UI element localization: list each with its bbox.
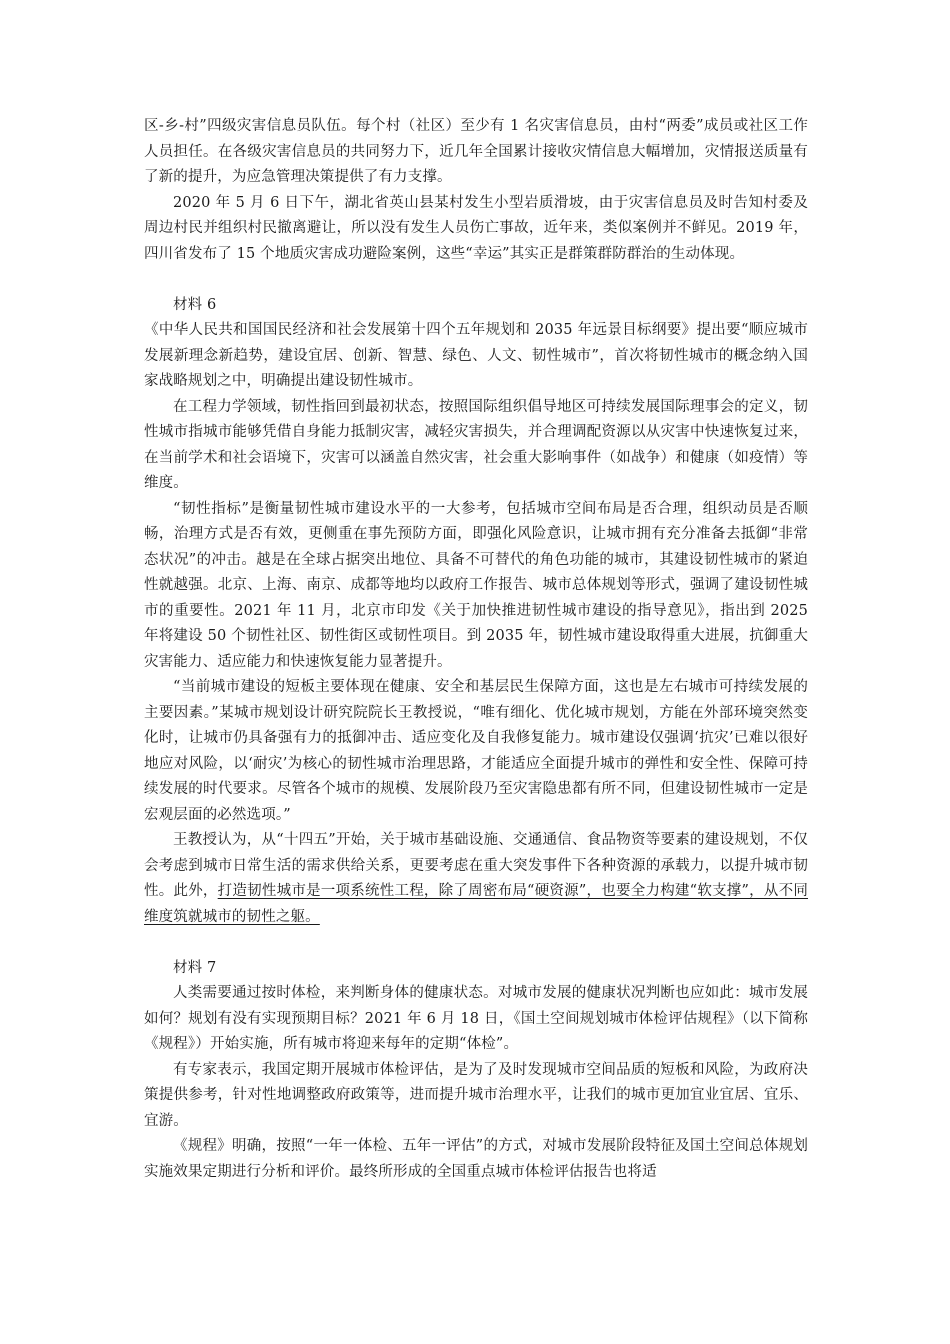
m7-paragraph-regulation: 《规程》明确，按照“一年一体检、五年一评估”的方式，对城市发展阶段特征及国土空间总体规划实施效果定期进行分析和评价。最终所形成的全国重点城市体检评估报告也将适 (144, 1138, 808, 1180)
paragraph-landslide-case: 2020 年 5 月 6 日下午，湖北省英山县某村发生小型岩质滑坡，由于灾害信息员及时告知村委及周边村民并组织村民撤离避让，所以没有发生人员伤亡事故，近年来，类似案例并不鲜见。2019 年，四川省发布了 15 个地质灾害成功避险案例，这些“幸运”其实正是群策群防群治的生动体现。 (144, 194, 808, 262)
document-body (144, 114, 808, 1185)
paragraph-continued: 区-乡-村”四级灾害信息员队伍。每个村（社区）至少有 1 名灾害信息员，由村“两委”成员或社区工作人员担任。在各级灾害信息员的共同努力下，近几年全国累计接收灾情信息大幅增加，灾情报送质量有了新的提升，为应急管理决策提供了有力支撑。 (144, 118, 808, 185)
m7-paragraph-expert: 有专家表示，我国定期开展城市体检评估，是为了及时发现城市空间品质的短板和风险，为政府决策提供参考，针对性地调整政府政策等，进而提升城市治理水平，让我们的城市更加宜业宜居、宜乐、宜游。 (144, 1061, 808, 1129)
m6-paragraph-professor-view (144, 828, 808, 930)
m6-paragraph-quote: “当前城市建设的短板主要体现在健康、安全和基层民生保障方面，这也是左右城市可持续发展的主要因素。”某城市规划设计研究院院长王教授说，“唯有细化、优化城市规划，方能在外部环境突然变化时，让城市仍具备强有力的抵御冲击、适应变化及自我修复能力。城市建设仅强调‘抗灾’已难以很好地应对风险，以‘耐灾’为核心的韧性城市治理思路，才能适应全面提升城市的弹性和安全性、保障可持续发展的时代要求。尽管各个城市的规模、发展阶段乃至灾害隐患都有所不同，但建设韧性城市一定是宏观层面的必然选项。” (144, 679, 808, 823)
m6-paragraph-plain: 王教授认为，从“十四五”开始，关于城市基础设施、交通通信、食品物资等要素的建设规划，不仅会考虑到城市日常生活的需求供给关系，更要考虑在重大突发事件下各种资源的承载力，以提升城市韧性。此外， (144, 832, 808, 899)
underlined-sentence: 打造韧性城市是一项系统性工程，除了周密布局“硬资源”，也要全力构建“软支撑”，从不同维度筑就城市的韧性之躯。 (144, 883, 809, 925)
m6-paragraph-indicator: “韧性指标”是衡量韧性城市建设水平的一大参考，包括城市空间布局是否合理，组织动员是否顺畅，治理方式是否有效，更侧重在事先预防方面，即强化风险意识，让城市拥有充分准备去抵御“非常态状况”的冲击。越是在全球占据突出地位、具备不可替代的角色功能的城市，其建设韧性城市的紧迫性就越强。北京、上海、南京、成都等地均以政府工作报告、城市总体规划等形式，强调了建设韧性城市的重要性。2021 年 11 月，北京市印发《关于加快推进韧性城市建设的指导意见》，指出到 2025 年将建设 50 个韧性社区、韧性街区或韧性项目。到 2035 年，韧性城市建设取得重大进展，抗御重大灾害能力、适应能力和快速恢复能力显著提升。 (144, 500, 808, 670)
material-7-heading: 材料 7 (173, 959, 217, 976)
m6-paragraph-outline: 《中华人民共和国国民经济和社会发展第十四个五年规划和 2035 年远景目标纲要》提出要“顺应城市发展新理念新趋势，建设宜居、创新、智慧、绿色、人文、韧性城市”，首次将韧性城市的概念纳入国家战略规划之中，明确提出建设韧性城市。 (144, 322, 808, 389)
m6-paragraph-definition: 在工程力学领域，韧性指回到最初状态，按照国际组织倡导地区可持续发展国际理事会的定义，韧性城市指城市能够凭借自身能力抵制灾害，减轻灾害损失，并合理调配资源以从灾害中快速恢复过来，在当前学术和社会语境下，灾害可以涵盖自然灾害，社会重大影响事件（如战争）和健康（如疫情）等维度。 (144, 398, 808, 491)
paragraph-gap (144, 930, 808, 956)
m7-paragraph-checkup: 人类需要通过按时体检，来判断身体的健康状态。对城市发展的健康状况判断也应如此：城市发展如何？规划有没有实现预期目标？2021 年 6 月 18 日，《国土空间规划城市体检评估规程》（以下简称《规程》）开始实施，所有城市将迎来每年的定期“体检”。 (144, 985, 808, 1052)
material-6-heading: 材料 6 (173, 296, 217, 313)
paragraph-gap (144, 267, 808, 293)
